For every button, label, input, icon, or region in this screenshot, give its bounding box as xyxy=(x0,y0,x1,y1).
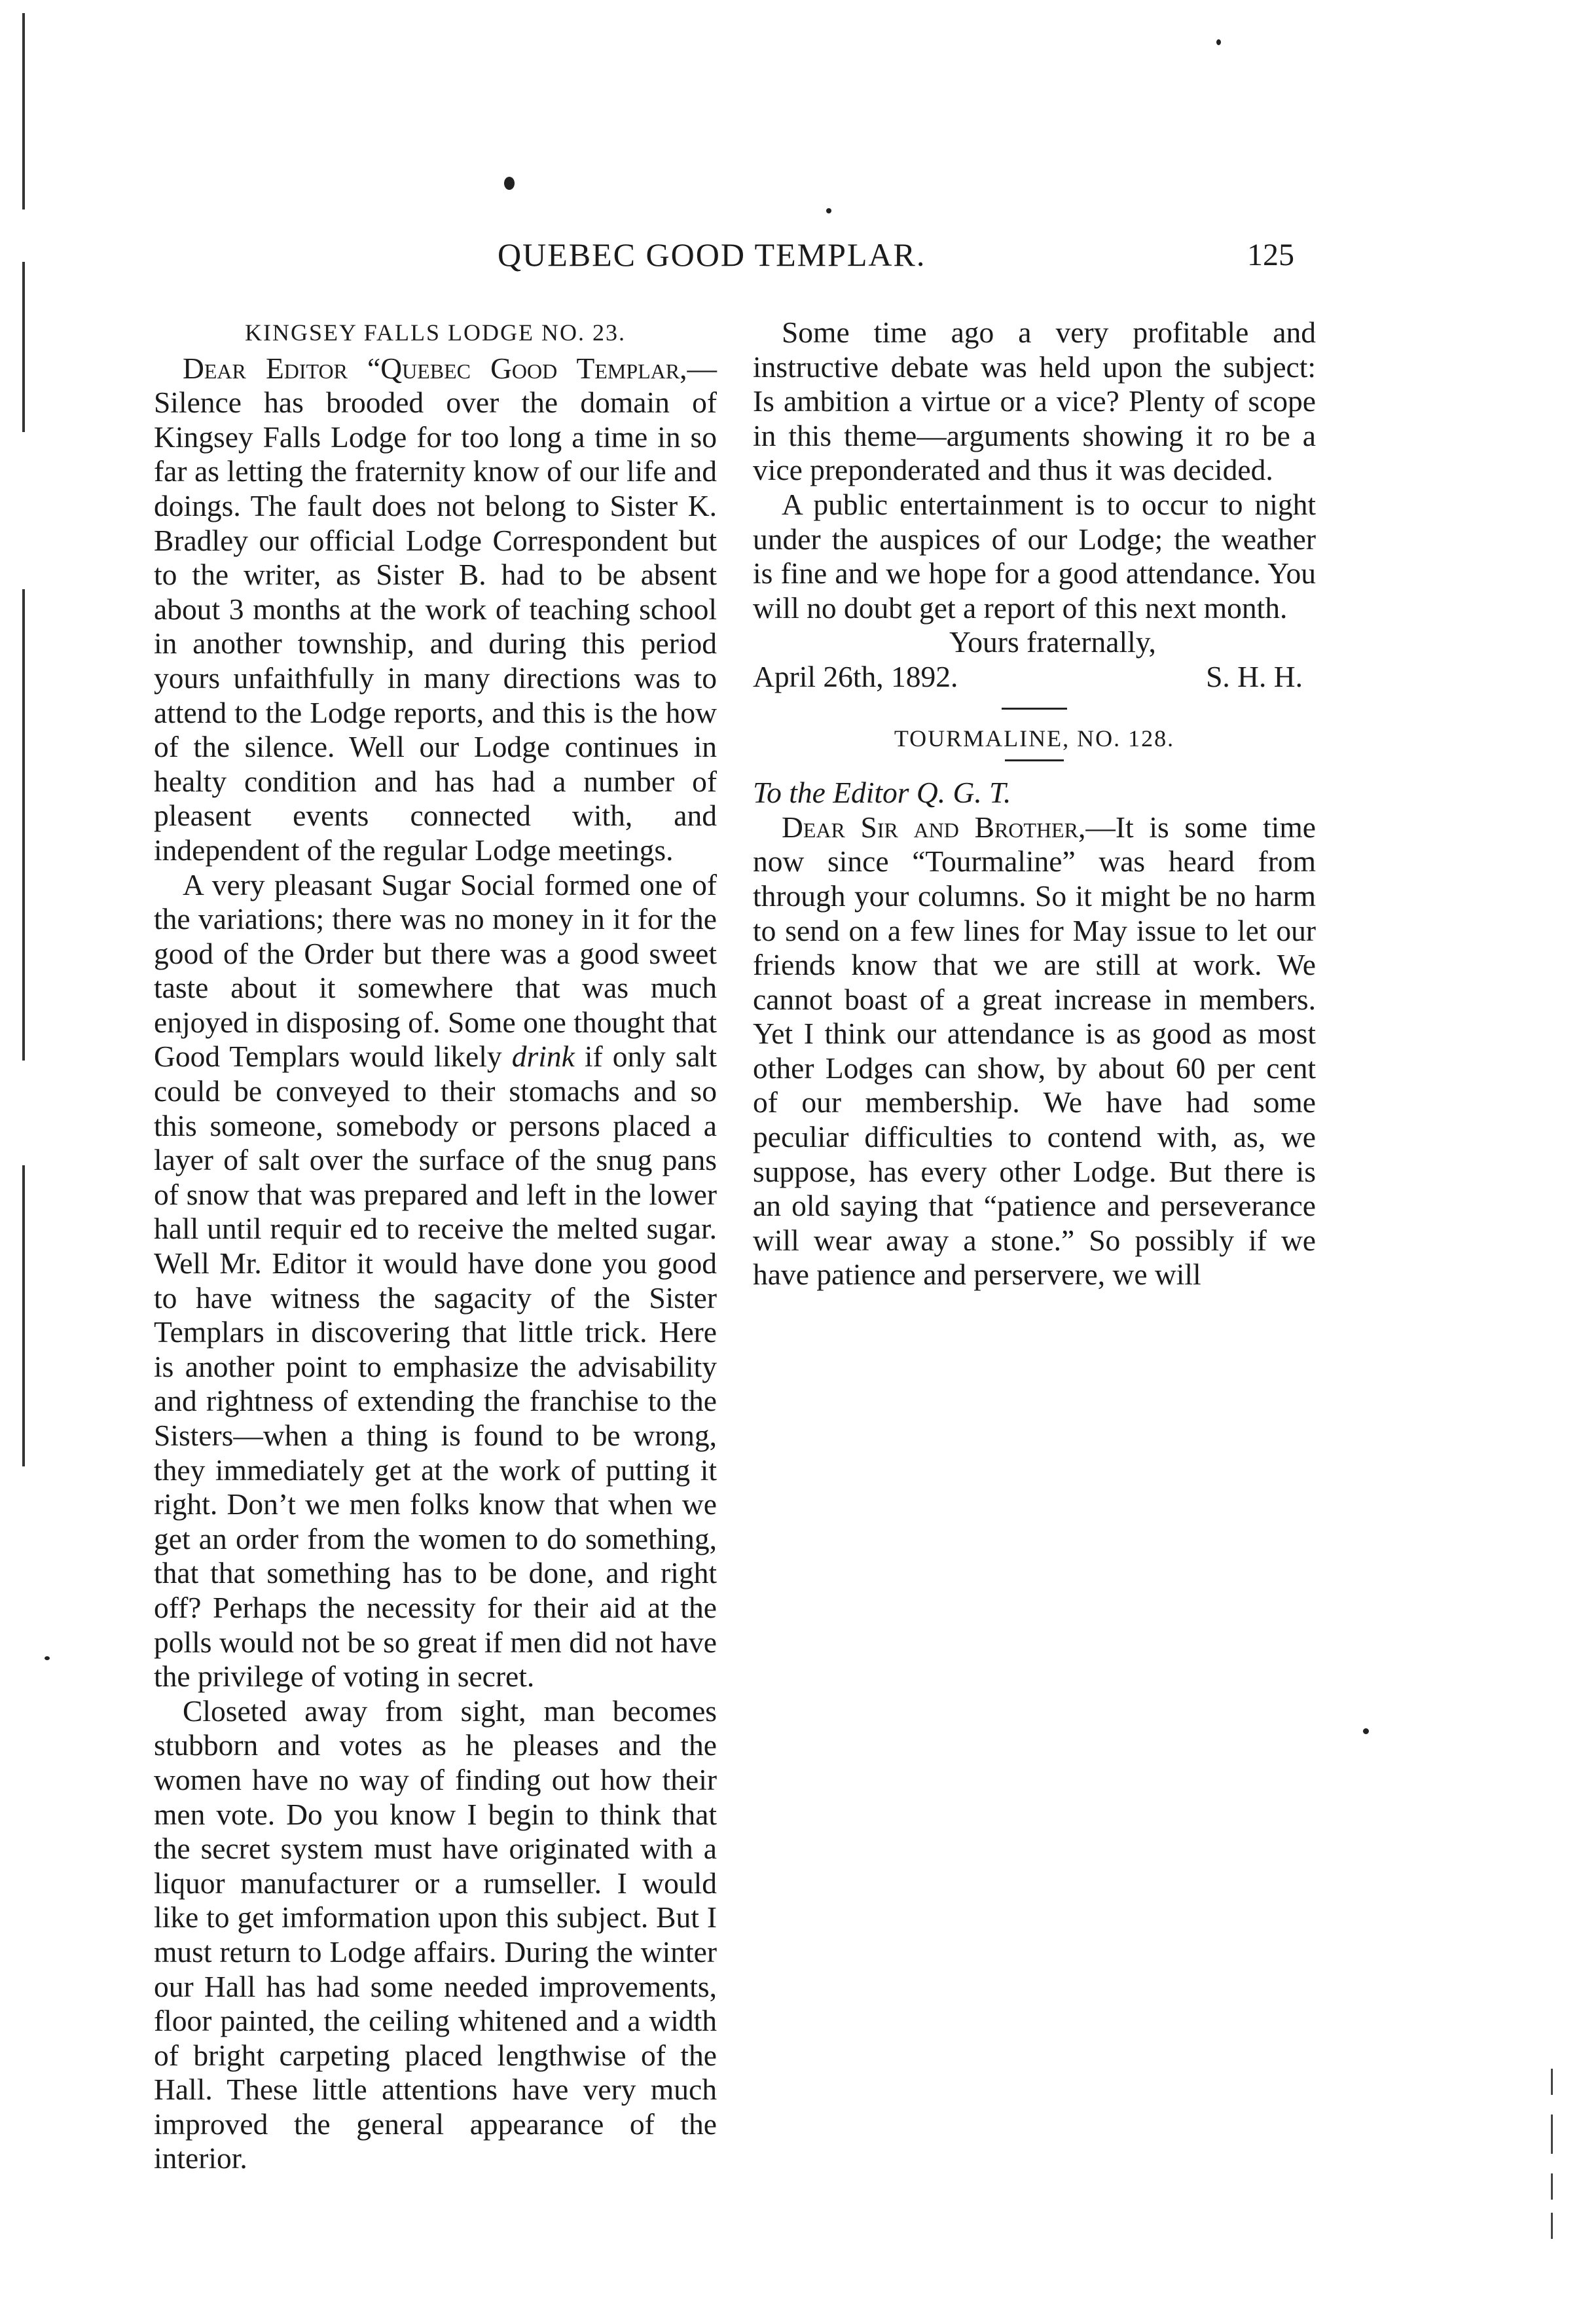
article-paragraph xyxy=(154,352,717,868)
date-signature-line xyxy=(753,660,1316,695)
paragraph-text: A very pleasant Sugar Social formed one of the variations; there was no money in it for the good of the Order but there was a good sweet taste about it somewhere that was much enjoyed in disposing of. Some one thought that Good Templars would likely xyxy=(154,867,717,1074)
closing-line xyxy=(753,625,1316,660)
article-heading-tourmaline: TOURMALINE, NO. 128. xyxy=(894,725,1175,752)
left-edge-scan-marks xyxy=(22,0,27,2324)
article-paragraph xyxy=(154,868,717,1694)
paragraph-text: —It is some time now since “Tourmaline” was heard from through your columns. So it might be no harm to send on a few lines for May issue to let our friends know that we are still at work. We cannot boast of a great increase in members. Yet I think our attendance is as good as most other Lodges can show, by about 60 per cent of our membership. We have had some peculiar difficulties to contend with, as, we suppose, has every other Lodge. But there is an old saying that “patience and perseverance will wear away a stone.” So possibly if we have patience and perservere, we will xyxy=(753,810,1316,1292)
text-column-right xyxy=(753,316,1316,1292)
letter-date: April 26th, 1892. xyxy=(753,659,958,693)
article-paragraph: A public entertainment is to occur to night under the auspices of our Lodge; the weather is fine and we hope for a good attendance. You will no doubt get a report of this next month. xyxy=(753,487,1316,625)
article-paragraph xyxy=(753,810,1316,1292)
ink-speck xyxy=(826,208,831,213)
closing: Yours fraternally, xyxy=(949,625,1156,659)
right-edge-scan-marks xyxy=(1551,2069,1555,2239)
section-divider xyxy=(1005,759,1064,761)
ink-speck xyxy=(1216,39,1221,45)
salutation: Dear Editor “Quebec Good Templar, xyxy=(183,351,687,385)
ink-speck xyxy=(45,1656,50,1660)
section-divider xyxy=(1002,708,1067,710)
address-line: To the Editor Q. G. T. xyxy=(753,776,1011,810)
article-paragraph: Closeted away from sight, man becomes stubborn and votes as he pleases and the women have no way of finding out how their men vote. Do you know I begin to think that the secret system must have originated with a liquor manufacturer or a rumseller. I would like to get imformation upon this subject. But I must return to Lodge affairs. During the winter our Hall has had some needed improvements, floor painted, the ceiling whitened and a width of bright carpeting placed lengthwise of the Hall. These little attentions have very much improved the general appearance of the interior. xyxy=(154,1694,717,2175)
article-paragraph: Some time ago a very profitable and instructive debate was held upon the subject: Is ambition a virtue or a vice? Plenty of scope in this theme—arguments showing it ro be a vice preponderated and thus it was decided. xyxy=(753,316,1316,487)
page-number: 125 xyxy=(1247,238,1294,272)
text-column-left xyxy=(154,316,717,2176)
signature: S. H. H. xyxy=(1206,659,1303,693)
running-title: QUEBEC GOOD TEMPLAR. xyxy=(498,236,926,273)
salutation: Dear Sir and Brother, xyxy=(782,810,1086,844)
ink-speck xyxy=(1363,1728,1369,1734)
ink-speck xyxy=(504,177,515,190)
article-heading-kingsey-falls: KINGSEY FALLS LODGE NO. 23. xyxy=(245,319,626,346)
paragraph-text: —Silence has brooded over the domain of Kingsey Falls Lodge for too long a time in so far as letting the fraternity know of our life and doings. The fault does not belong to Sister K. Bradley our official Lodge Correspondent but to the writer, as Sister B. had to be absent about 3 months at the work of teaching school in another township, and during this period yours unfaithfully in many directions was to attend to the Lodge reports, and this is the how of the silence. Well our Lodge continues in healty condition and has had a number of pleasent events connected with, and independent of the regular Lodge meetings. xyxy=(154,351,717,867)
paragraph-text: if only salt could be conveyed to their stomachs and so this someone, somebody or persons placed a layer of salt over the surface of the snug pans of snow that was prepared and left in the lower hall until requir ed to receive the melted sugar. Well Mr. Editor it would have done you good to have witness the sagacity of the Sister Templars in discovering that little trick. Here is another point to emphasize the advisability and rightness of extending the franchise to the Sisters—when a thing is found to be wrong, they immediately get at the work of putting it right. Don’t we men folks know that when we get an order from the women to do something, that that something has to be done, and right off? Perhaps the necessity for their aid at the polls would not be so great if men did not have the privilege of voting in secret. xyxy=(154,1040,717,1694)
italic-emphasis: drink xyxy=(511,1040,575,1074)
